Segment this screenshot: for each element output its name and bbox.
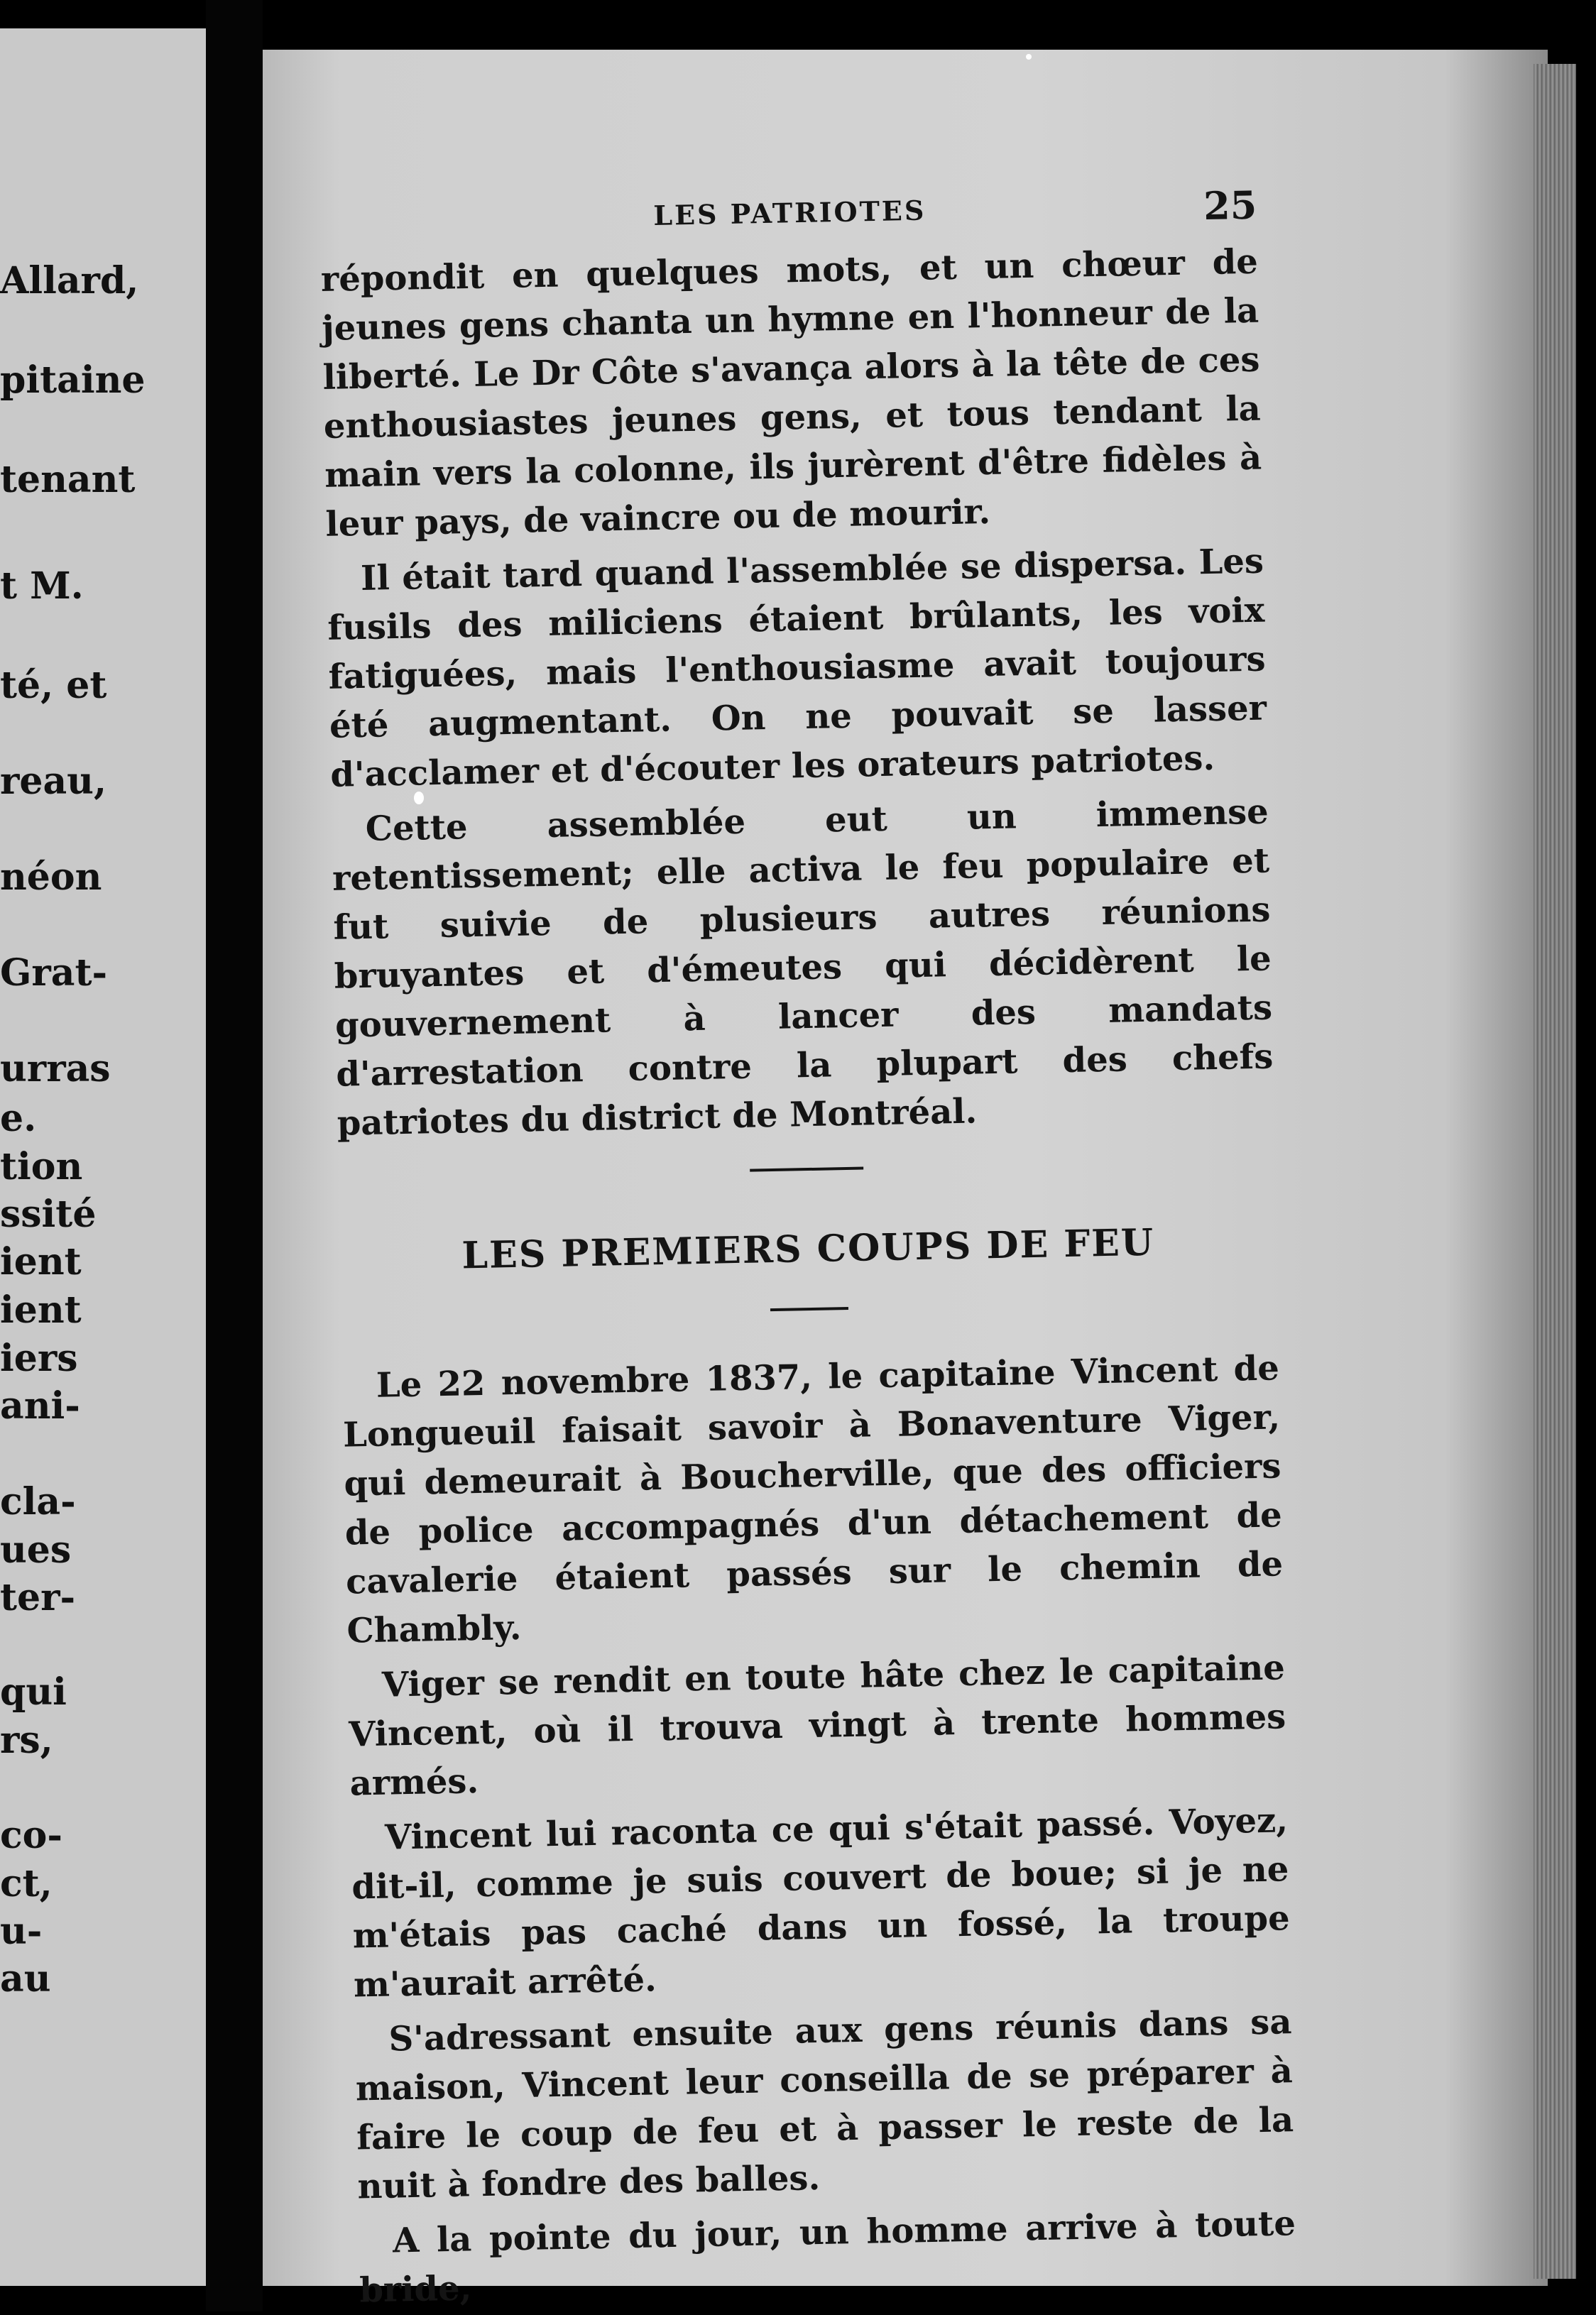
left-page-fragment: rs, bbox=[0, 1719, 53, 1762]
left-page-fragment: ani- bbox=[0, 1384, 80, 1428]
left-page-fragment: té, et bbox=[0, 664, 107, 707]
left-page-fragment: e. bbox=[0, 1097, 37, 1140]
page-content bbox=[319, 182, 1297, 2315]
section-heading: LES PREMIERS COUPS DE FEU bbox=[461, 1220, 1155, 1278]
book-gutter bbox=[206, 0, 263, 2311]
left-page-fragment: Allard, bbox=[0, 259, 139, 302]
left-page-fragment: cla- bbox=[0, 1480, 76, 1523]
paragraph: Viger se rendit en toute hâte chez le capitaine Vincent, où il trouva vingt à trente hommes armés. bbox=[348, 1648, 1286, 1804]
left-facing-page bbox=[0, 28, 206, 2286]
running-head-title: LES PATRIOTES bbox=[652, 194, 927, 231]
book-page bbox=[263, 50, 1548, 2311]
section-rule bbox=[770, 1307, 848, 1311]
left-page-fragment: tenant bbox=[0, 458, 136, 501]
left-page-fragment: ient bbox=[0, 1240, 82, 1284]
scan-speck bbox=[1026, 54, 1032, 60]
paragraph: répondit en quelques mots, et un chœur de jeunes gens chanta un hymne en l'honneur de la liberté. Le Dr Côte s'avança alors à la tête de ces enthousiastes jeunes gens, et tous tendant la main vers la colonne, ils jurèrent d'être fidèles à leur pays, de vaincre ou de mourir. bbox=[320, 241, 1262, 544]
left-page-fragment: qui bbox=[0, 1670, 67, 1714]
left-page-fragment: t M. bbox=[0, 564, 84, 608]
section-rule bbox=[750, 1167, 863, 1172]
left-page-fragment: au bbox=[0, 1957, 51, 2001]
page-number: 25 bbox=[1203, 182, 1257, 229]
left-page-fragment: ient bbox=[0, 1288, 82, 1332]
paragraph: Vincent lui raconta ce qui s'était passé. Voyez, dit-il, comme je suis couvert de boue; si je ne m'étais pas caché dans un fossé, la troupe m'aurait arrêté. bbox=[351, 1800, 1291, 2005]
left-page-fragment: ssité bbox=[0, 1193, 97, 1236]
page-edge bbox=[1534, 64, 1576, 2279]
left-page-fragment: co- bbox=[0, 1814, 62, 1857]
left-page-fragment: néon bbox=[0, 855, 102, 899]
left-page-fragment: ct, bbox=[0, 1862, 53, 1905]
left-page-fragment: ues bbox=[0, 1528, 72, 1572]
left-page-fragment: Grat- bbox=[0, 951, 108, 995]
paragraph: A la pointe du jour, un homme arrive à toute bride, bbox=[359, 2204, 1296, 2311]
left-page-fragment: reau, bbox=[0, 760, 107, 803]
left-page-fragment: ter- bbox=[0, 1576, 76, 1619]
left-page-fragment: urras bbox=[0, 1047, 111, 1090]
left-page-fragment: pitaine bbox=[0, 359, 146, 402]
paragraph: Il était tard quand l'assemblée se dispersa. Les fusils des miliciens étaient brûlants, les voix fatiguées, mais l'enthousiasme avait toujours été augmentant. On ne pouvait se lasser d'acclamer et d'écouter les orateurs patriotes. bbox=[327, 541, 1267, 795]
left-page-fragment: u- bbox=[0, 1910, 43, 1953]
paragraph: Cette assemblée eut un immense retentissement; elle activa le feu populaire et fut suivie de plusieurs autres réunions bruyantes et d'émeutes qui décidèrent le gouvernement à lancer des mandats d'arrestation contre la plupart des chefs patriotes du district de Montréal. bbox=[332, 792, 1274, 1144]
paragraph: S'adressant ensuite aux gens réunis dans sa maison, Vincent leur conseilla de se préparer à faire le coup de feu et à passer le reste de la nuit à fondre des balles. bbox=[355, 2002, 1294, 2207]
left-page-fragment: tion bbox=[0, 1145, 83, 1188]
left-page-fragment: iers bbox=[0, 1337, 78, 1380]
paragraph: Le 22 novembre 1837, le capitaine Vincent de Longueuil faisait savoir à Bonaventure Viger, qui demeurait à Boucherville, que des officiers de police accompagnés d'un détachement de cavalerie étaient passés sur le chemin de Chambly. bbox=[342, 1348, 1284, 1651]
